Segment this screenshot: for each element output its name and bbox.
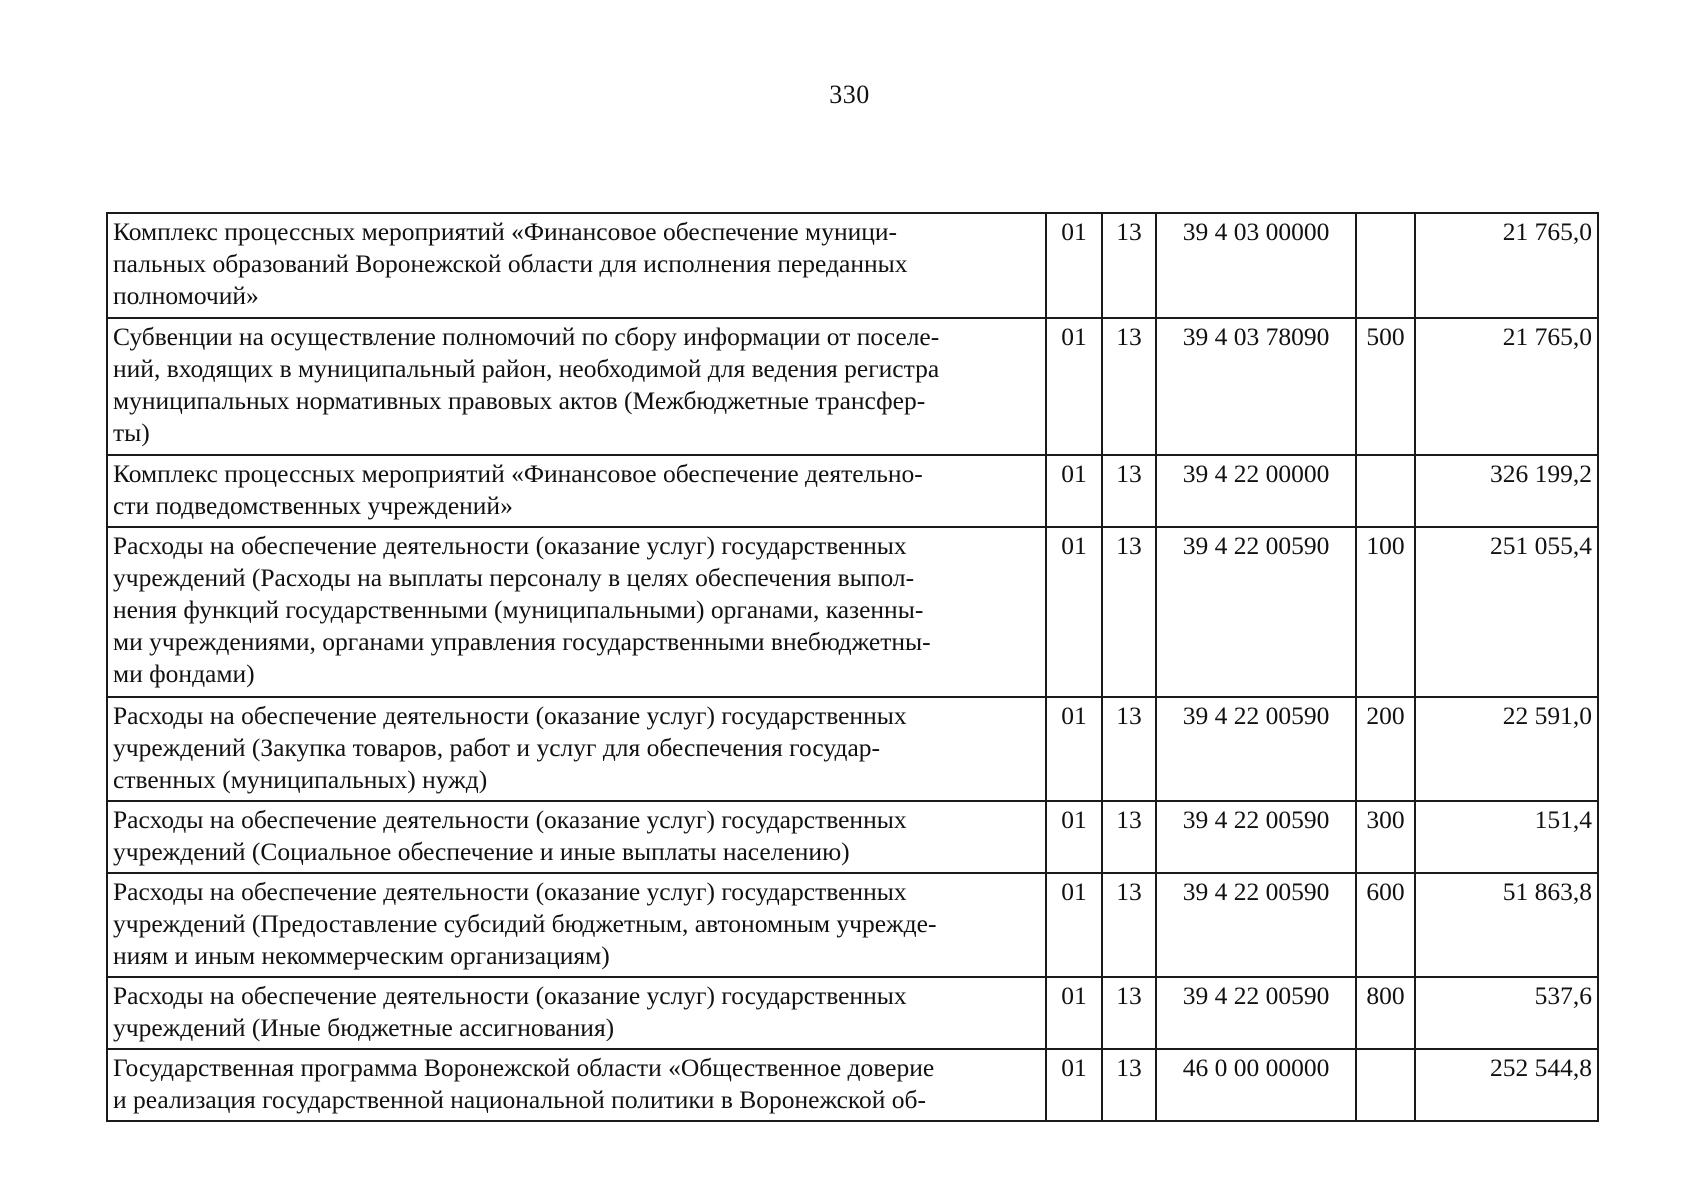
- target-article-code: 39 4 22 00590: [1156, 527, 1356, 697]
- subsection-code: 13: [1102, 873, 1156, 977]
- table-row: [107, 1049, 1598, 1121]
- name-line: учреждений (Социальное обеспечение и иные выплаты населению): [113, 837, 850, 866]
- amount: 51 863,8: [1415, 873, 1598, 977]
- item-name: [107, 318, 1046, 455]
- target-article-code: 39 4 22 00590: [1156, 977, 1356, 1049]
- name-line: ми фондами): [113, 659, 255, 688]
- amount: 21 765,0: [1415, 213, 1598, 318]
- amount: 251 055,4: [1415, 527, 1598, 697]
- target-article-code: 39 4 22 00590: [1156, 697, 1356, 801]
- name-line: пальных образований Воронежской области для исполнения переданных: [113, 249, 908, 278]
- target-article-code: 46 0 00 00000: [1156, 1049, 1356, 1121]
- table-row: [107, 527, 1598, 697]
- table-row: [107, 697, 1598, 801]
- subsection-code: 13: [1102, 527, 1156, 697]
- target-article-code: 39 4 22 00590: [1156, 801, 1356, 873]
- name-line: учреждений (Иные бюджетные ассигнования): [113, 1013, 615, 1042]
- name-line: ми учреждениями, органами управления государственными внебюджетны-: [113, 627, 931, 656]
- name-line: ниям и иным некоммерческим организациям): [113, 941, 610, 970]
- item-name: [107, 213, 1046, 318]
- item-name: [107, 527, 1046, 697]
- subsection-code: 13: [1102, 1049, 1156, 1121]
- section-code: 01: [1046, 318, 1102, 455]
- subsection-code: 13: [1102, 455, 1156, 527]
- item-name: [107, 801, 1046, 873]
- amount: 21 765,0: [1415, 318, 1598, 455]
- section-code: 01: [1046, 873, 1102, 977]
- expense-type-code: 800: [1356, 977, 1415, 1049]
- expense-type-code: 300: [1356, 801, 1415, 873]
- subsection-code: 13: [1102, 318, 1156, 455]
- name-line: полномочий»: [113, 281, 259, 310]
- amount: 22 591,0: [1415, 697, 1598, 801]
- subsection-code: 13: [1102, 977, 1156, 1049]
- amount: 326 199,2: [1415, 455, 1598, 527]
- expense-type-code: 100: [1356, 527, 1415, 697]
- name-line: Государственная программа Воронежской области «Общественное доверие: [113, 1053, 935, 1082]
- expense-type-code: [1356, 455, 1415, 527]
- table-row: [107, 455, 1598, 527]
- name-line: учреждений (Расходы на выплаты персоналу в целях обеспечения выпол-: [113, 563, 915, 592]
- item-name: [107, 873, 1046, 977]
- table-row: [107, 873, 1598, 977]
- subsection-code: 13: [1102, 213, 1156, 318]
- target-article-code: 39 4 22 00000: [1156, 455, 1356, 527]
- name-line: Расходы на обеспечение деятельности (оказание услуг) государственных: [113, 877, 907, 906]
- page-number: 330: [829, 80, 870, 109]
- budget-table: [106, 212, 1599, 1122]
- name-line: нения функций государственными (муниципальными) органами, казенны-: [113, 595, 924, 624]
- name-line: сти подведомственных учреждений»: [113, 491, 513, 520]
- subsection-code: 13: [1102, 697, 1156, 801]
- table-row: [107, 213, 1598, 318]
- table-row: [107, 801, 1598, 873]
- section-code: 01: [1046, 697, 1102, 801]
- name-line: Расходы на обеспечение деятельности (оказание услуг) государственных: [113, 531, 907, 560]
- expense-type-code: [1356, 213, 1415, 318]
- name-line: Расходы на обеспечение деятельности (оказание услуг) государственных: [113, 805, 907, 834]
- section-code: 01: [1046, 527, 1102, 697]
- section-code: 01: [1046, 801, 1102, 873]
- amount: 252 544,8: [1415, 1049, 1598, 1121]
- name-line: учреждений (Закупка товаров, работ и услуг для обеспечения государ-: [113, 733, 881, 762]
- item-name: [107, 455, 1046, 527]
- name-line: и реализация государственной национальной политики в Воронежской об-: [113, 1085, 927, 1114]
- target-article-code: 39 4 03 00000: [1156, 213, 1356, 318]
- table-row: [107, 318, 1598, 455]
- name-line: Комплекс процессных мероприятий «Финансовое обеспечение деятельно-: [113, 459, 923, 488]
- name-line: ственных (муниципальных) нужд): [113, 765, 488, 794]
- name-line: учреждений (Предоставление субсидий бюджетным, автономным учрежде-: [113, 909, 937, 938]
- subsection-code: 13: [1102, 801, 1156, 873]
- name-line: Расходы на обеспечение деятельности (оказание услуг) государственных: [113, 701, 907, 730]
- table-row: [107, 977, 1598, 1049]
- target-article-code: 39 4 22 00590: [1156, 873, 1356, 977]
- section-code: 01: [1046, 977, 1102, 1049]
- amount: 537,6: [1415, 977, 1598, 1049]
- expense-type-code: [1356, 1049, 1415, 1121]
- section-code: 01: [1046, 1049, 1102, 1121]
- item-name: [107, 697, 1046, 801]
- name-line: Субвенции на осуществление полномочий по сбору информации от поселе-: [113, 322, 940, 351]
- name-line: муниципальных нормативных правовых актов (Межбюджетные трансфер-: [113, 386, 926, 415]
- section-code: 01: [1046, 455, 1102, 527]
- expense-type-code: 500: [1356, 318, 1415, 455]
- amount: 151,4: [1415, 801, 1598, 873]
- name-line: Комплекс процессных мероприятий «Финансовое обеспечение муници-: [113, 217, 898, 246]
- item-name: [107, 1049, 1046, 1121]
- expense-type-code: 200: [1356, 697, 1415, 801]
- name-line: Расходы на обеспечение деятельности (оказание услуг) государственных: [113, 981, 907, 1010]
- name-line: ты): [113, 418, 150, 447]
- item-name: [107, 977, 1046, 1049]
- section-code: 01: [1046, 213, 1102, 318]
- name-line: ний, входящих в муниципальный район, необходимой для ведения регистра: [113, 354, 940, 383]
- expense-type-code: 600: [1356, 873, 1415, 977]
- target-article-code: 39 4 03 78090: [1156, 318, 1356, 455]
